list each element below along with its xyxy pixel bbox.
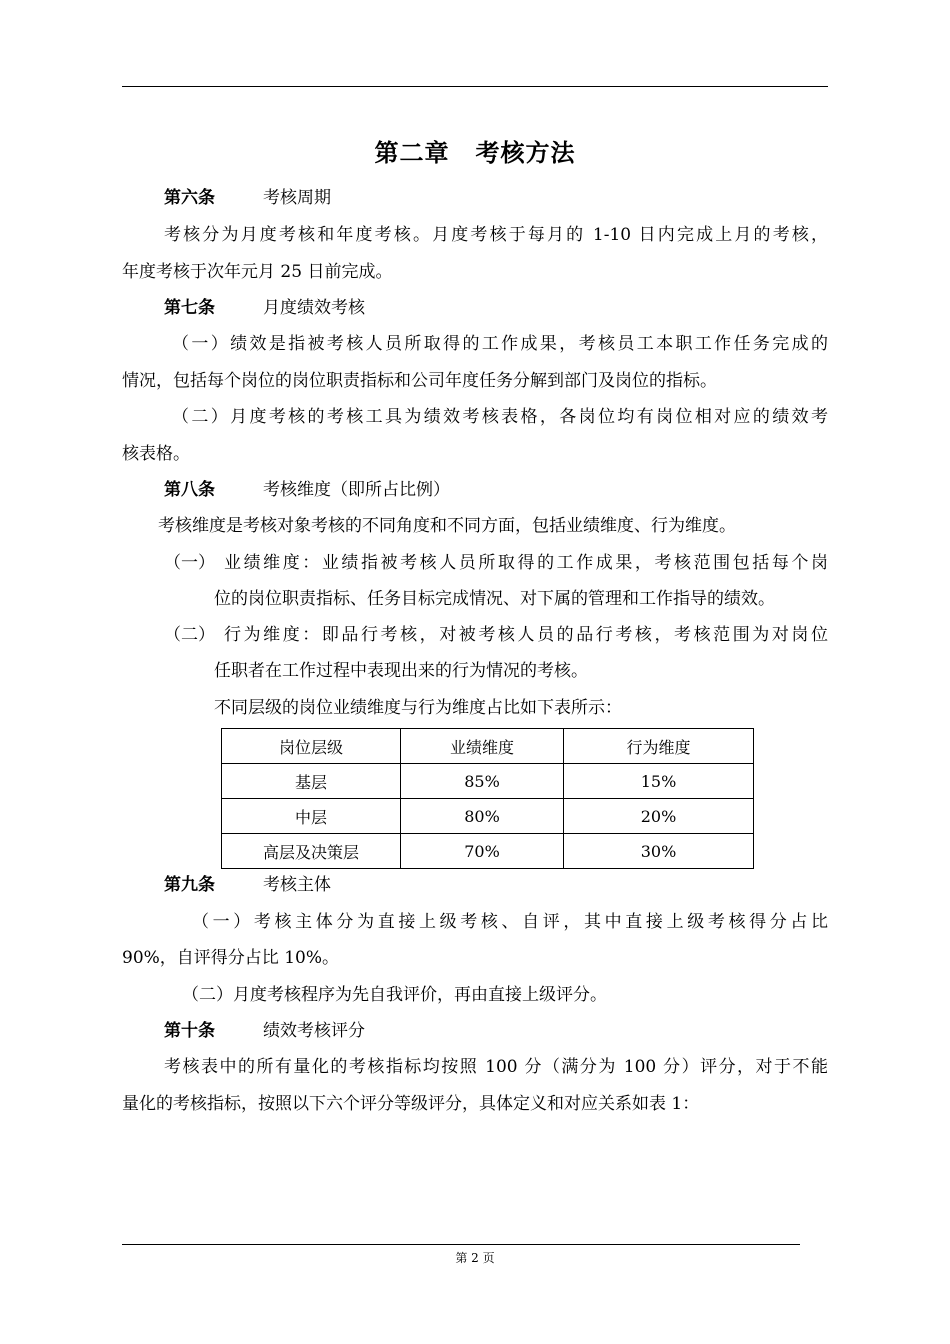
article-6-label: 第六条 (164, 188, 215, 208)
article-7-item2-line2: 核表格。 (122, 444, 190, 464)
article-7-title: 月度绩效考核 (263, 298, 365, 318)
article-6-title: 考核周期 (263, 188, 331, 208)
chapter-number: 第二章 (374, 138, 450, 167)
article-7-label: 第七条 (164, 298, 215, 318)
article-7-item2-line1: （二）月度考核的考核工具为绩效考核表格，各岗位均有岗位相对应的绩效考 (172, 407, 828, 427)
article-9-item1-line2: 90%，自评得分占比 10%。 (122, 948, 339, 968)
chapter-title (0, 133, 950, 168)
article-9-label: 第九条 (164, 875, 215, 895)
table-header-row (222, 729, 754, 764)
article-8-intro: 考核维度是考核对象考核的不同角度和不同方面，包括业绩维度、行为维度。 (158, 516, 736, 536)
article-8-item2-line1: 行为维度：即品行考核，对被考核人员的品行考核，考核范围为对岗位 (224, 625, 828, 645)
chapter-name: 考核方法 (475, 138, 576, 167)
article-8-item2-line2: 任职者在工作过程中表现出来的行为情况的考核。 (214, 661, 588, 681)
table-header-cell: 岗位层级 (222, 729, 401, 764)
header-rule (122, 86, 828, 87)
table-header-cell: 业绩维度 (401, 729, 564, 764)
page-number: 第 2 页 (455, 1251, 495, 1265)
table-header-cell: 行为维度 (564, 729, 754, 764)
table-row (222, 799, 754, 834)
table-cell: 中层 (222, 799, 401, 834)
article-10-heading (164, 1019, 365, 1043)
article-10-para-line1: 考核表中的所有量化的考核指标均按照 100 分（满分为 100 分）评分，对于不能 (164, 1057, 828, 1077)
article-6-para-line2: 年度考核于次年元月 25 日前完成。 (122, 262, 393, 282)
article-8-title: 考核维度（即所占比例） (263, 480, 450, 500)
footer-rule (122, 1244, 800, 1245)
table-cell: 15% (564, 764, 754, 799)
article-9-item1-line1: （一）考核主体分为直接上级考核、自评，其中直接上级考核得分占比 (192, 912, 828, 932)
article-6-heading (164, 186, 331, 210)
table-cell: 基层 (222, 764, 401, 799)
article-10-label: 第十条 (164, 1021, 215, 1041)
article-7-heading (164, 296, 365, 320)
article-9-item2: （二）月度考核程序为先自我评价，再由直接上级评分。 (182, 985, 607, 1005)
table-row (222, 764, 754, 799)
dimension-ratio-table (221, 728, 754, 869)
article-8-heading (164, 478, 450, 502)
article-8-item1-line2: 位的岗位职责指标、任务目标完成情况、对下属的管理和工作指导的绩效。 (214, 589, 775, 609)
article-8-item1-number: （一） (164, 553, 215, 573)
article-8-item1-line1: 业绩维度：业绩指被考核人员所取得的工作成果，考核范围包括每个岗 (224, 553, 828, 573)
article-7-item1-line1: （一）绩效是指被考核人员所取得的工作成果，考核员工本职工作任务完成的 (172, 334, 828, 354)
article-8-item2-number: （二） (164, 625, 215, 645)
table-intro: 不同层级的岗位业绩维度与行为维度占比如下表所示： (214, 698, 622, 718)
article-10-para-line2: 量化的考核指标，按照以下六个评分等级评分，具体定义和对应关系如表 1： (122, 1094, 700, 1114)
article-8-label: 第八条 (164, 480, 215, 500)
article-9-heading (164, 873, 331, 897)
table-cell: 80% (401, 799, 564, 834)
table-cell: 70% (401, 834, 564, 869)
article-9-title: 考核主体 (263, 875, 331, 895)
table-cell: 高层及决策层 (222, 834, 401, 869)
table-cell: 85% (401, 764, 564, 799)
article-6-para-line1: 考核分为月度考核和年度考核。月度考核于每月的 1-10 日内完成上月的考核， (164, 225, 828, 245)
article-10-title: 绩效考核评分 (263, 1021, 365, 1041)
article-7-item1-line2: 情况，包括每个岗位的岗位职责指标和公司年度任务分解到部门及岗位的指标。 (122, 371, 717, 391)
table-cell: 30% (564, 834, 754, 869)
table-cell: 20% (564, 799, 754, 834)
table-row (222, 834, 754, 869)
